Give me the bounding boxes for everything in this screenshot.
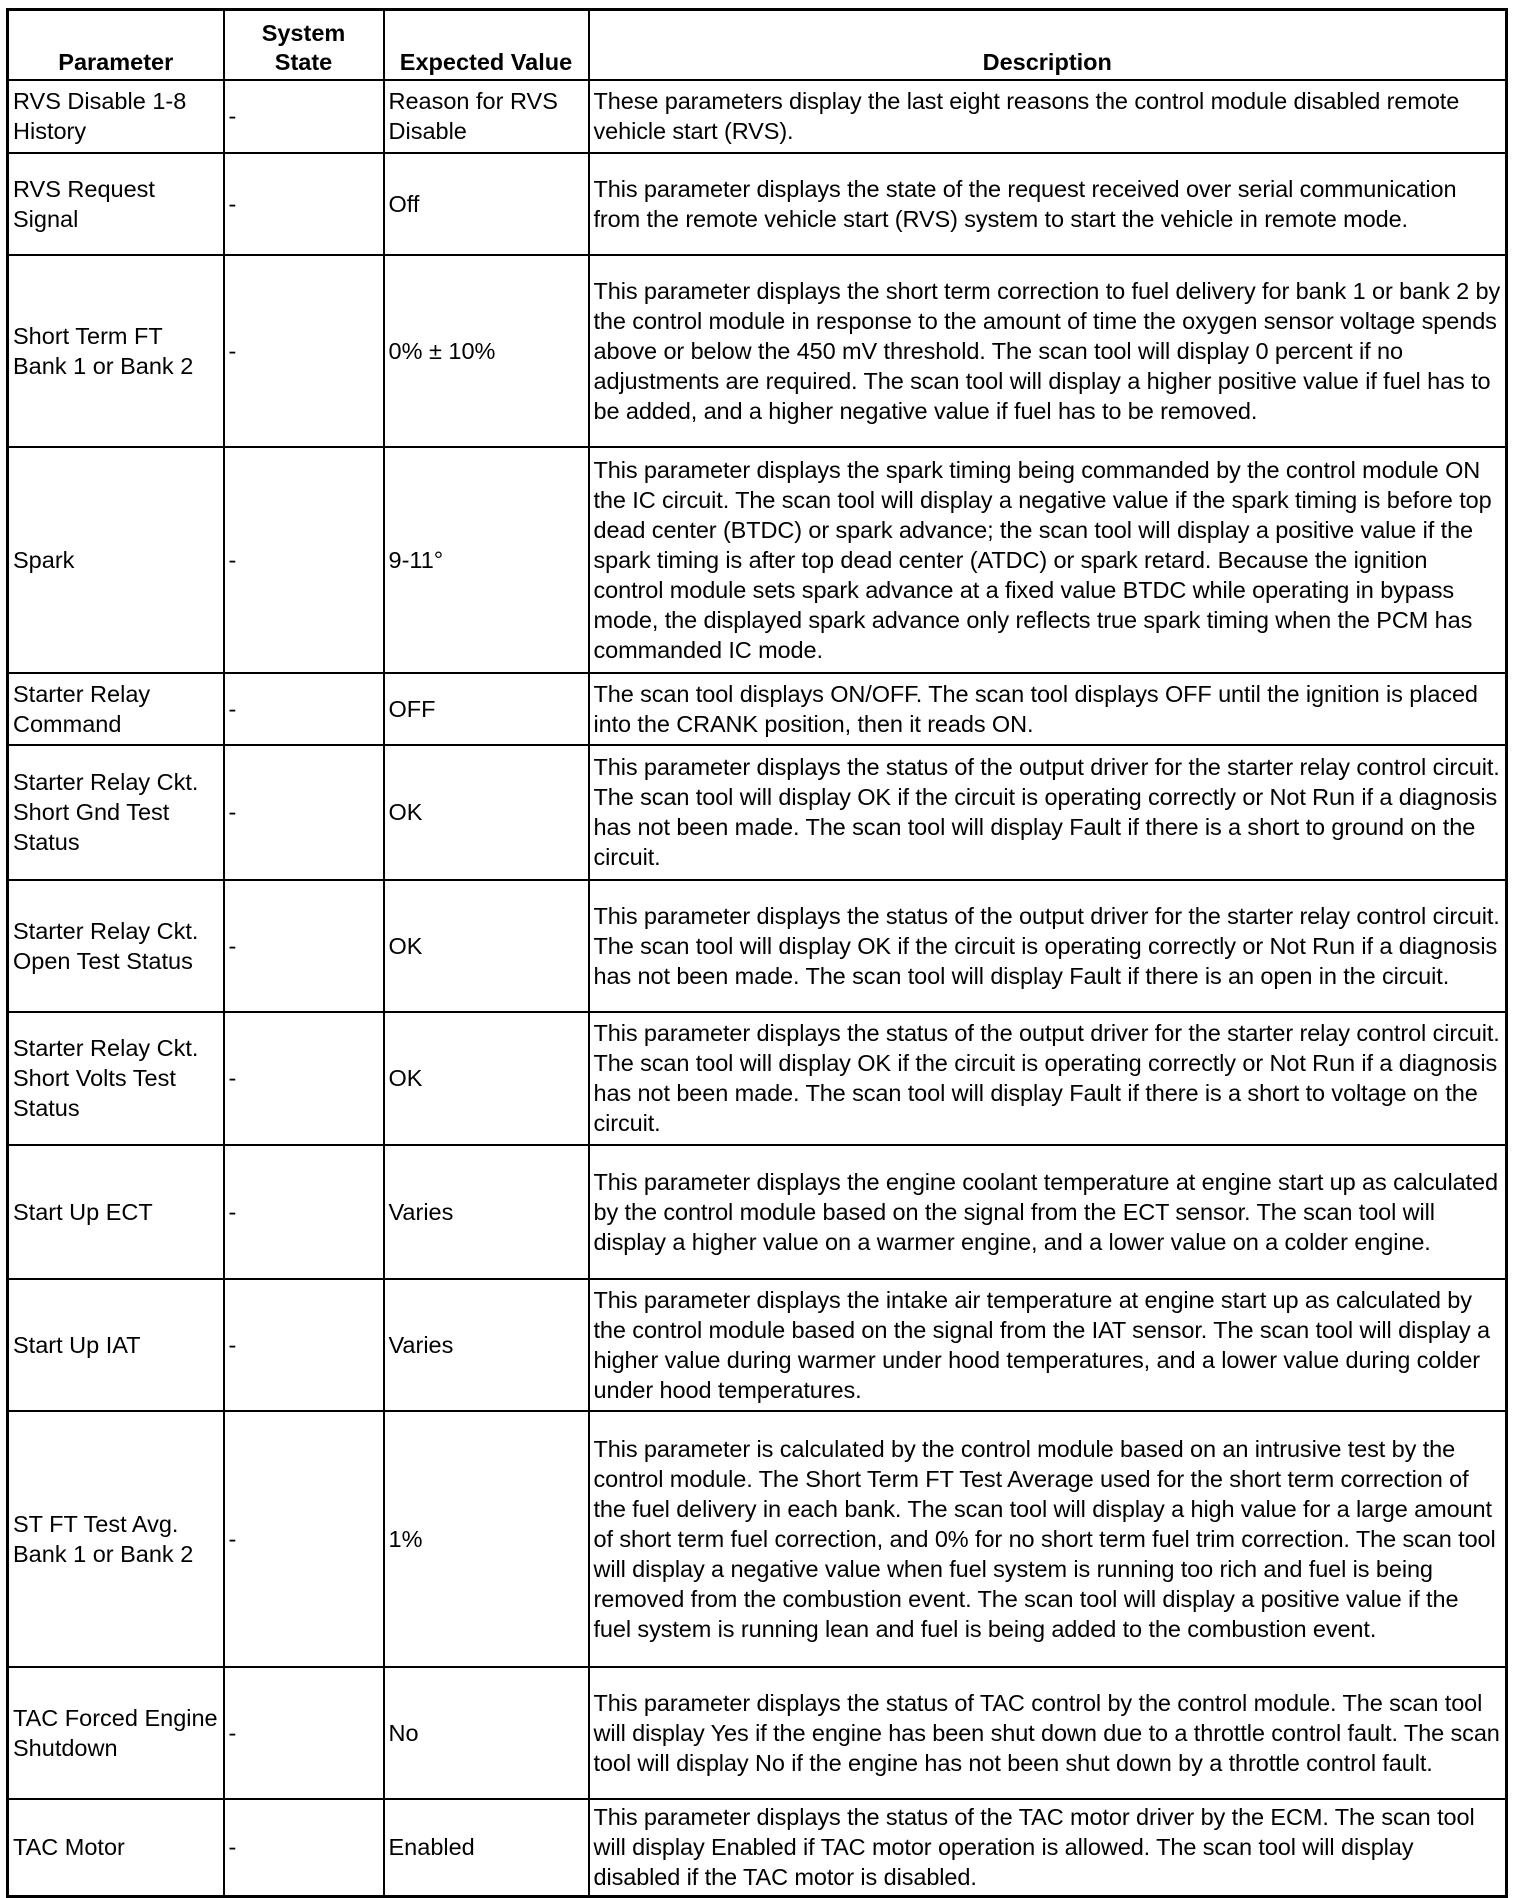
system-state-cell: - <box>224 1012 384 1145</box>
system-state-cell: - <box>224 447 384 673</box>
table-row <box>8 1145 1507 1279</box>
description-cell: This parameter displays the status of the output driver for the starter relay control circuit. The scan tool will display OK if the circuit is operating correctly or Not Run if a diagnosis has not been made. The scan tool will display Fault if there is an open in the circuit. <box>589 880 1507 1012</box>
table-row <box>8 80 1507 153</box>
expected-value-cell: OK <box>384 880 589 1012</box>
expected-value-cell: Off <box>384 153 589 255</box>
parameter-cell: TAC Forced Engine Shutdown <box>8 1667 224 1799</box>
parameter-table <box>6 8 1508 1898</box>
description-cell: This parameter displays the spark timing being commanded by the control module ON the IC circuit. The scan tool will display a negative value if the spark timing is before top dead center (BTDC) or spark advance; the scan tool will display a positive value if the spark timing is after top dead center (ATDC) or spark retard. Because the ignition control module sets spark advance at a fixed value BTDC while operating in bypass mode, the displayed spark advance only reflects true spark timing when the PCM has commanded IC mode. <box>589 447 1507 673</box>
header-row <box>8 10 1507 80</box>
table-row <box>8 255 1507 447</box>
table-row <box>8 1411 1507 1667</box>
table-row <box>8 745 1507 880</box>
parameter-cell: Start Up IAT <box>8 1279 224 1411</box>
header-system-state: System State <box>224 10 384 80</box>
header-parameter: Parameter <box>8 10 224 80</box>
description-cell: These parameters display the last eight reasons the control module disabled remote vehicle start (RVS). <box>589 80 1507 153</box>
header-expected-value: Expected Value <box>384 10 589 80</box>
system-state-cell: - <box>224 1411 384 1667</box>
expected-value-cell: OFF <box>384 673 589 745</box>
expected-value-cell: Varies <box>384 1279 589 1411</box>
expected-value-cell: OK <box>384 1012 589 1145</box>
system-state-cell: - <box>224 1799 384 1897</box>
description-cell: This parameter displays the status of TAC control by the control module. The scan tool will display Yes if the engine has been shut down due to a throttle control fault. The scan tool will display No if the engine has not been shut down by a throttle control fault. <box>589 1667 1507 1799</box>
system-state-cell: - <box>224 80 384 153</box>
parameter-cell: Starter Relay Command <box>8 673 224 745</box>
table-row <box>8 1279 1507 1411</box>
description-cell: This parameter displays the status of the output driver for the starter relay control circuit. The scan tool will display OK if the circuit is operating correctly or Not Run if a diagnosis has not been made. The scan tool will display Fault if there is a short to voltage on the circuit. <box>589 1012 1507 1145</box>
description-cell: This parameter displays the intake air temperature at engine start up as calculated by the control module based on the signal from the IAT sensor. The scan tool will display a higher value during warmer under hood temperatures, and a lower value during colder under hood temperatures. <box>589 1279 1507 1411</box>
table-row <box>8 1667 1507 1799</box>
description-cell: This parameter displays the engine coolant temperature at engine start up as calculated by the control module based on the signal from the ECT sensor. The scan tool will display a higher value on a warmer engine, and a lower value on a colder engine. <box>589 1145 1507 1279</box>
system-state-cell: - <box>224 1145 384 1279</box>
parameter-cell: RVS Disable 1-8 History <box>8 80 224 153</box>
system-state-cell: - <box>224 673 384 745</box>
description-cell: This parameter is calculated by the control module based on an intrusive test by the control module. The Short Term FT Test Average used for the short term correction of the fuel delivery in each bank. The scan tool will display a high value for a large amount of short term fuel correction, and 0% for no short term fuel trim correction. The scan tool will display a negative value when fuel system is running too rich and fuel is being removed from the combustion event. The scan tool will display a positive value if the fuel system is running lean and fuel is being added to the combustion event. <box>589 1411 1507 1667</box>
system-state-cell: - <box>224 1667 384 1799</box>
description-cell: The scan tool displays ON/OFF. The scan tool displays OFF until the ignition is placed into the CRANK position, then it reads ON. <box>589 673 1507 745</box>
parameter-cell: TAC Motor <box>8 1799 224 1897</box>
parameter-cell: Start Up ECT <box>8 1145 224 1279</box>
system-state-cell: - <box>224 153 384 255</box>
header-description: Description <box>589 10 1507 80</box>
expected-value-cell: Varies <box>384 1145 589 1279</box>
parameter-cell: Spark <box>8 447 224 673</box>
system-state-cell: - <box>224 255 384 447</box>
parameter-cell: Short Term FT Bank 1 or Bank 2 <box>8 255 224 447</box>
parameter-cell: RVS Request Signal <box>8 153 224 255</box>
parameter-cell: ST FT Test Avg. Bank 1 or Bank 2 <box>8 1411 224 1667</box>
description-cell: This parameter displays the short term correction to fuel delivery for bank 1 or bank 2 by the control module in response to the amount of time the oxygen sensor voltage spends above or below the 450 mV threshold. The scan tool will display 0 percent if no adjustments are required. The scan tool will display a higher positive value if fuel has to be added, and a higher negative value if fuel has to be removed. <box>589 255 1507 447</box>
expected-value-cell: Reason for RVS Disable <box>384 80 589 153</box>
description-cell: This parameter displays the status of the TAC motor driver by the ECM. The scan tool will display Enabled if TAC motor operation is allowed. The scan tool will display disabled if the TAC motor is disabled. <box>589 1799 1507 1897</box>
expected-value-cell: No <box>384 1667 589 1799</box>
description-cell: This parameter displays the state of the request received over serial communication from the remote vehicle start (RVS) system to start the vehicle in remote mode. <box>589 153 1507 255</box>
expected-value-cell: 1% <box>384 1411 589 1667</box>
parameter-cell: Starter Relay Ckt. Open Test Status <box>8 880 224 1012</box>
table-row <box>8 153 1507 255</box>
system-state-cell: - <box>224 1279 384 1411</box>
table-row <box>8 1799 1507 1897</box>
table-row <box>8 673 1507 745</box>
system-state-cell: - <box>224 745 384 880</box>
description-cell: This parameter displays the status of the output driver for the starter relay control circuit. The scan tool will display OK if the circuit is operating correctly or Not Run if a diagnosis has not been made. The scan tool will display Fault if there is a short to ground on the circuit. <box>589 745 1507 880</box>
system-state-cell: - <box>224 880 384 1012</box>
table-row <box>8 1012 1507 1145</box>
parameter-cell: Starter Relay Ckt. Short Volts Test Status <box>8 1012 224 1145</box>
expected-value-cell: Enabled <box>384 1799 589 1897</box>
table-row <box>8 880 1507 1012</box>
expected-value-cell: 9-11° <box>384 447 589 673</box>
table-row <box>8 447 1507 673</box>
expected-value-cell: 0% ± 10% <box>384 255 589 447</box>
parameter-cell: Starter Relay Ckt. Short Gnd Test Status <box>8 745 224 880</box>
expected-value-cell: OK <box>384 745 589 880</box>
